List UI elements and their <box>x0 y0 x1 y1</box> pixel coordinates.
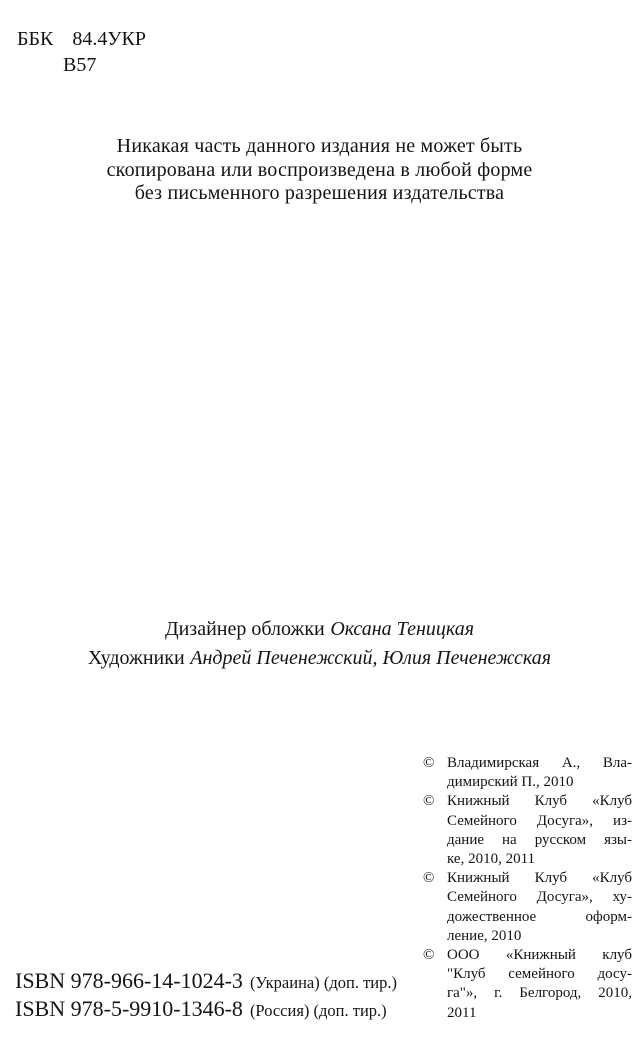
copyright-line: дание на русском язы- <box>447 831 632 848</box>
copy-prohibition-notice <box>0 135 639 206</box>
copyright-line: Семейного Досуга», из- <box>447 812 632 829</box>
notice-line: Никакая часть данного издания не может быть <box>116 135 523 157</box>
copyright-icon: © <box>423 793 435 810</box>
copyright-line: 2011 <box>447 1004 477 1021</box>
copyright-entry-belgorod <box>423 946 632 1023</box>
copyright-line: ление, 2010 <box>447 927 522 944</box>
bbk-code: 84.4УКР <box>72 28 146 50</box>
bbk-label: ББК <box>17 28 54 50</box>
copyright-line: га"», г. Белгород, 2010, <box>447 985 632 1002</box>
isbn-number: ISBN 978-966-14-1024-3 <box>15 968 243 993</box>
copyright-line: дожественное оформ- <box>447 908 632 925</box>
copyright-column <box>423 754 632 1023</box>
copyright-line: Книжный Клуб «Клуб <box>447 793 632 810</box>
notice-line: скопирована или воспроизведена в любой форме <box>106 158 533 181</box>
copyright-line: ке, 2010, 2011 <box>447 851 536 868</box>
bbk-author-sign: В57 <box>63 54 97 76</box>
cover-designer-credit <box>0 615 639 644</box>
copyright-icon: © <box>423 947 435 964</box>
isbn-note: (Украина) (доп. тир.) <box>249 973 397 992</box>
isbn-block <box>15 967 397 1023</box>
isbn-ukraine <box>15 967 397 995</box>
bbk-code-line <box>17 26 146 52</box>
isbn-note: (Россия) (доп. тир.) <box>249 1001 387 1020</box>
credits-block <box>0 615 639 673</box>
bbk-classification <box>17 26 146 78</box>
copyright-line: Владимирская А., Вла- <box>447 755 632 771</box>
copyright-text <box>447 754 632 792</box>
credit-role-label: Дизайнер обложки <box>164 618 325 640</box>
copyright-text <box>447 869 632 946</box>
copyright-entry-russian-edition <box>423 792 632 869</box>
copyright-line: димирский П., 2010 <box>447 774 574 791</box>
copyright-text <box>447 946 632 1023</box>
copyright-line: Семейного Досуга», ху- <box>447 889 632 906</box>
copyright-icon: © <box>423 870 435 887</box>
copyright-icon: © <box>423 755 435 771</box>
copyright-text <box>447 792 632 869</box>
copyright-entry-artwork <box>423 869 632 946</box>
copyright-line: "Клуб семейного досу- <box>447 966 632 983</box>
notice-line: без письменного разрешения издательства <box>134 182 505 204</box>
artists-credit <box>0 644 639 673</box>
copyright-line: Книжный Клуб «Клуб <box>447 870 632 887</box>
copyright-line: ООО «Книжный клуб <box>447 947 632 964</box>
copyright-entry-authors <box>423 754 632 792</box>
credit-person-names: Оксана Теницкая <box>330 618 475 640</box>
isbn-number: ISBN 978-5-9910-1346-8 <box>15 996 243 1021</box>
credit-person-names: Андрей Печенежский, Юлия Печенежская <box>190 647 552 669</box>
credit-role-label: Художники <box>87 647 185 669</box>
isbn-russia <box>15 995 397 1023</box>
